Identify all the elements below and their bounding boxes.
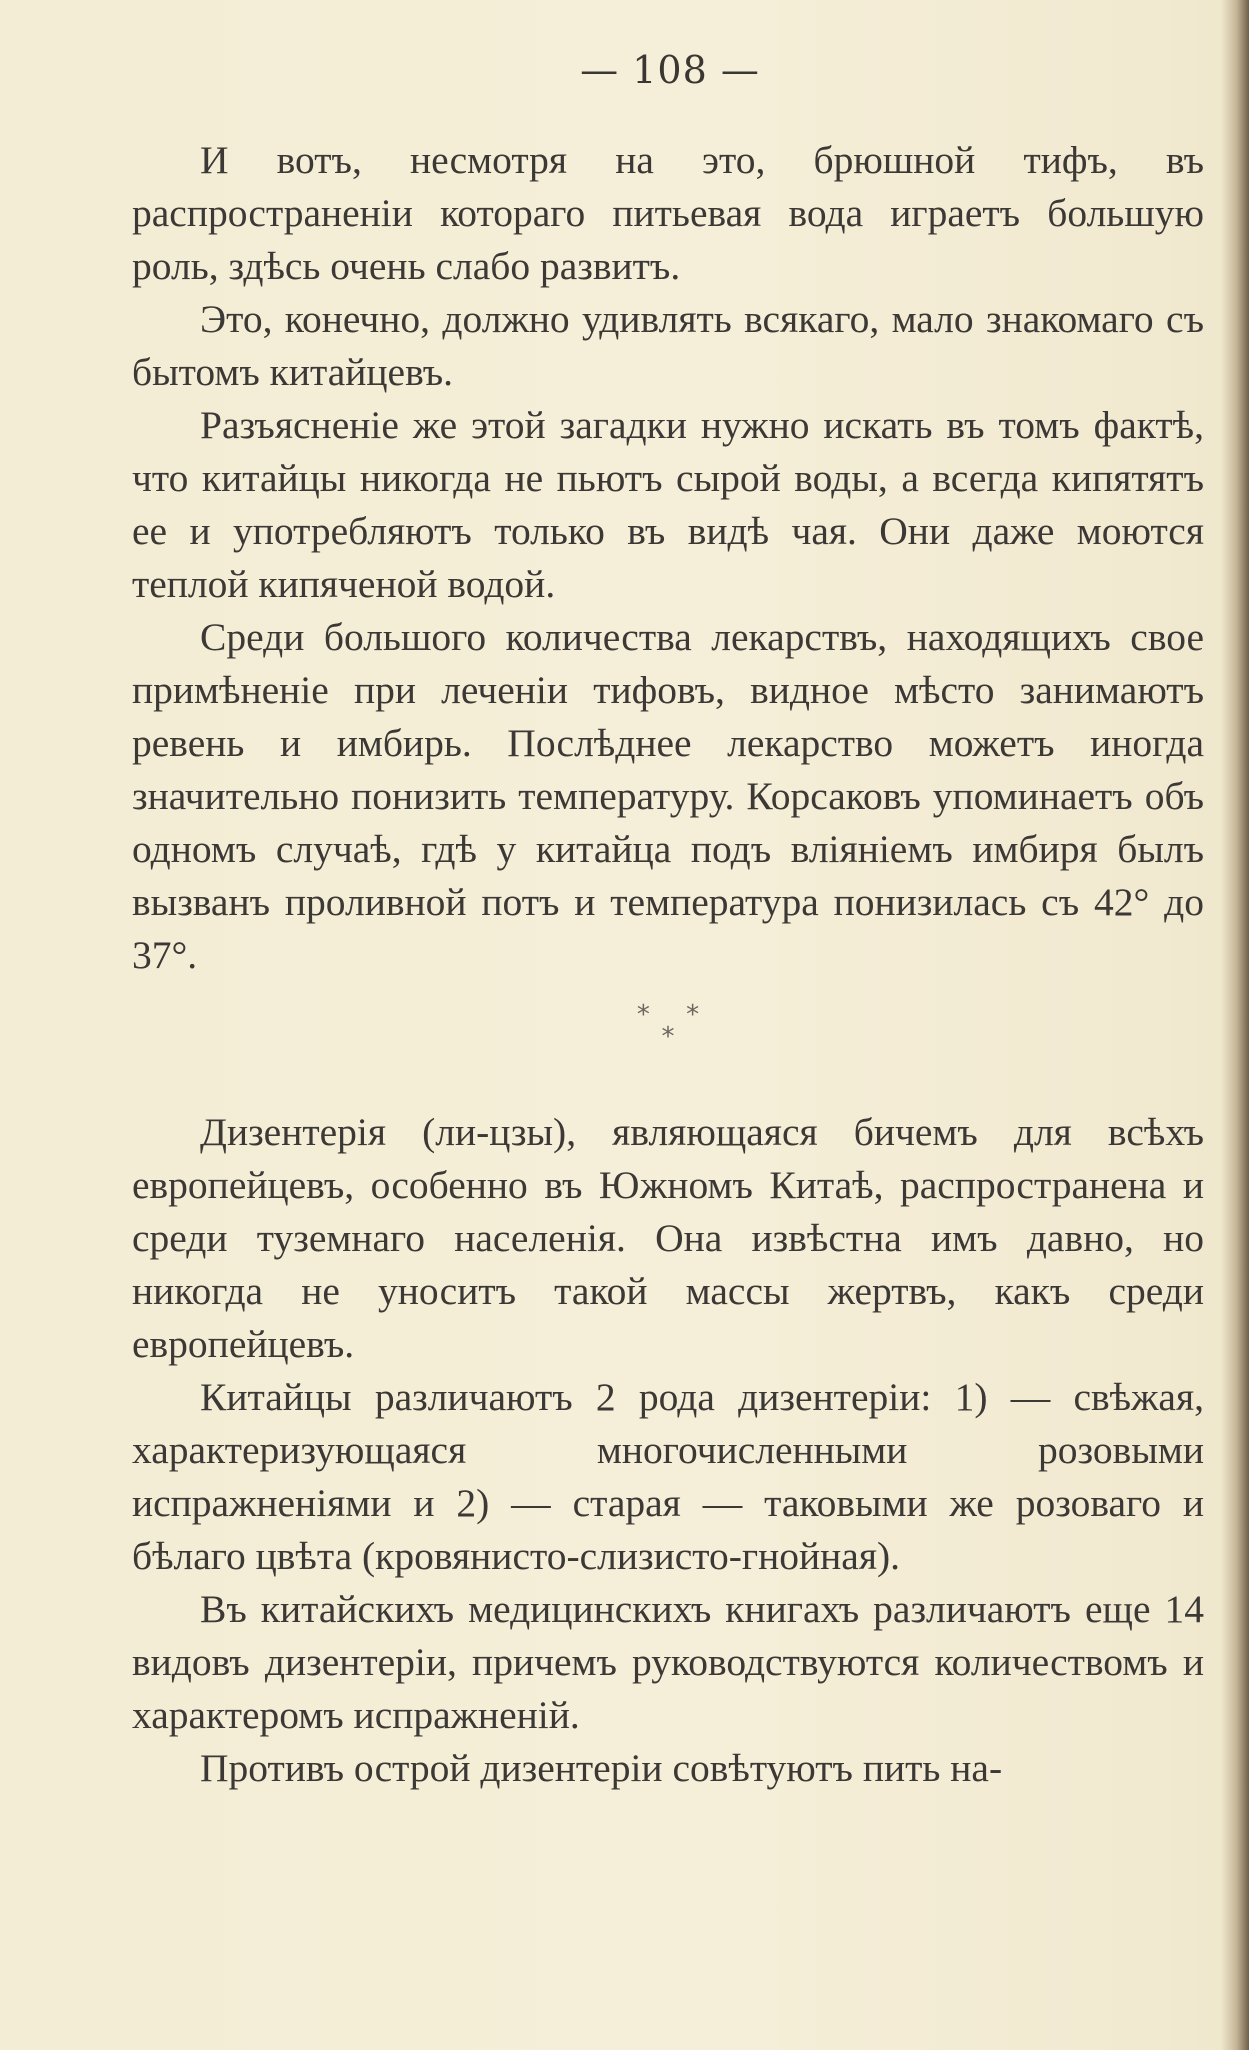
text-column bbox=[132, 134, 1204, 1795]
spine-shadow bbox=[1221, 0, 1249, 2050]
paragraph-dysentery-books: Въ китайскихъ медицинскихъ книгахъ различаютъ еще 14 видовъ дизентерiи, причемъ руководствуются количествомъ и характеромъ испражненiй. bbox=[132, 1587, 1204, 1737]
paragraph-dysentery-treatment: Противъ острой дизентерiи совѣтуютъ пить на- bbox=[200, 1746, 1003, 1790]
paragraph-dysentery-intro: Дизентерiя (ли-цзы), являющаяся бичемъ для всѣхъ европейцевъ, особенно въ Южномъ Китаѣ, распространена и среди туземнаго населенiя. Она извѣстна имъ давно, но никогда не уноситъ такой массы жертвъ, какъ среди европейцевъ. bbox=[132, 1110, 1204, 1366]
paragraph-surprise: Это, конечно, должно удивлять всякаго, мало знакомаго съ бытомъ китайцевъ. bbox=[132, 297, 1204, 394]
asterism-top: * * bbox=[636, 1000, 714, 1030]
paragraph-typhoid-intro: И вотъ, несмотря на это, брюшной тифъ, въ распространенiи котораго питьевая вода играетъ большую роль, здѣсь очень слабо развитъ. bbox=[132, 138, 1204, 288]
paragraph-remedies: Среди большого количества лекарствъ, находящихъ свое примѣненiе при леченiи тифовъ, видное мѣсто занимаютъ ревень и имбирь. Послѣднее лекарство можетъ иногда значительно понизить температуру. Корсаковъ упоминаетъ объ одномъ случаѣ, гдѣ у китайца подъ влiянiемъ имбиря былъ вызванъ проливной потъ и температура понизилась съ 42° до 37°. bbox=[132, 615, 1204, 977]
paragraph-dysentery-types: Китайцы различаютъ 2 рода дизентерiи: 1) — свѣжая, характеризующаяся многочисленными розовыми испражненiями и 2) — старая — таковыми же розоваго и бѣлаго цвѣта (кровянисто-слизисто-гнойная). bbox=[132, 1375, 1204, 1578]
paragraph-explanation: Разъясненiе же этой загадки нужно искать въ томъ фактѣ, что китайцы никогда не пьютъ сырой воды, а всегда кипятятъ ее и употребляютъ только въ видѣ чая. Они даже моются теплой кипяченой водой. bbox=[132, 403, 1204, 606]
section-break-asterism bbox=[132, 1000, 1204, 1052]
asterism-bottom: * bbox=[661, 1022, 675, 1052]
page-number: — 108 — bbox=[580, 48, 760, 92]
